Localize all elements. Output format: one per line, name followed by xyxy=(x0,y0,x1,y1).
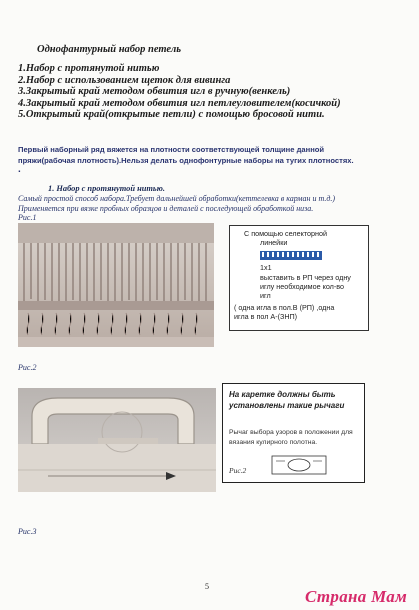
method-item: 2.Набор с использованием щеток для вивинга xyxy=(18,74,231,86)
box-line: Рычаг выбора узоров в положении для xyxy=(229,429,353,436)
figure-label: Рис.2 xyxy=(18,363,37,372)
note-line: Первый наборный ряд вяжется на плотности соответствующей толщине данной xyxy=(18,145,325,154)
section-heading: 1. Набор с протянутой нитью. xyxy=(48,184,165,193)
figure-label: Рис.3 xyxy=(18,527,37,536)
box-line: игла в пол А-(ЗНП) xyxy=(234,312,298,321)
note-dot: . xyxy=(18,164,21,175)
method-item: 1.Набор с протянутой нитью xyxy=(18,63,160,74)
paragraph-line: Применяется при вязке пробных образцов и деталей с последующей обработкой низа. xyxy=(18,204,314,214)
box-title: На каретке должны быть xyxy=(229,390,336,399)
box-line: выставить в РП через одну xyxy=(260,273,351,282)
density-note xyxy=(18,145,408,174)
figure-label: Рис.1 xyxy=(18,213,37,222)
page-title: Однофантурный набор петель xyxy=(37,44,182,55)
inner-figure-label: Рис.2 xyxy=(229,466,247,475)
method-item: 5.Открытый край(открытые петли) с помощью бросовой нити. xyxy=(18,109,325,121)
box-title: установлены такие рычаги xyxy=(229,401,345,410)
methods-list xyxy=(18,63,341,121)
method-item: 3.Закрытый край методом обвития игл в ручную(венкель) xyxy=(18,86,291,98)
box-line: С помощью селекторной xyxy=(244,229,328,238)
paragraph-line: Самый простой способ набора.Требует дальнейшей обработки(кеттелевка в карман и т.д.) xyxy=(18,194,336,203)
box-line: ( одна игла в пол.В (РП) ,одна xyxy=(234,303,335,312)
note-line: пряжи(рабочая плотность).Нельзя делать однофонтурные наборы на тугих плотностях. xyxy=(18,155,354,165)
box-line: иглу необходимое кол-во xyxy=(260,282,344,291)
box-line: игл xyxy=(260,291,271,300)
box-line: линейки xyxy=(260,238,288,247)
selector-ruler-note xyxy=(229,225,369,331)
method-item: 4.Закрытый край методом обвития игл петлеуловителем(косичкой) xyxy=(18,97,341,109)
lever-diagram xyxy=(271,452,327,478)
selector-ruler-icon xyxy=(260,251,322,260)
needle-bed-photo xyxy=(18,223,214,347)
lever-settings-note xyxy=(222,383,365,483)
box-ratio: 1x1 xyxy=(260,263,272,272)
section-paragraph xyxy=(18,194,403,214)
box-line: вязания кулирного полотна. xyxy=(229,438,318,446)
watermark: Страна Мам xyxy=(305,587,408,606)
page-number: 5 xyxy=(205,582,209,591)
carriage-handle-photo xyxy=(18,388,216,492)
